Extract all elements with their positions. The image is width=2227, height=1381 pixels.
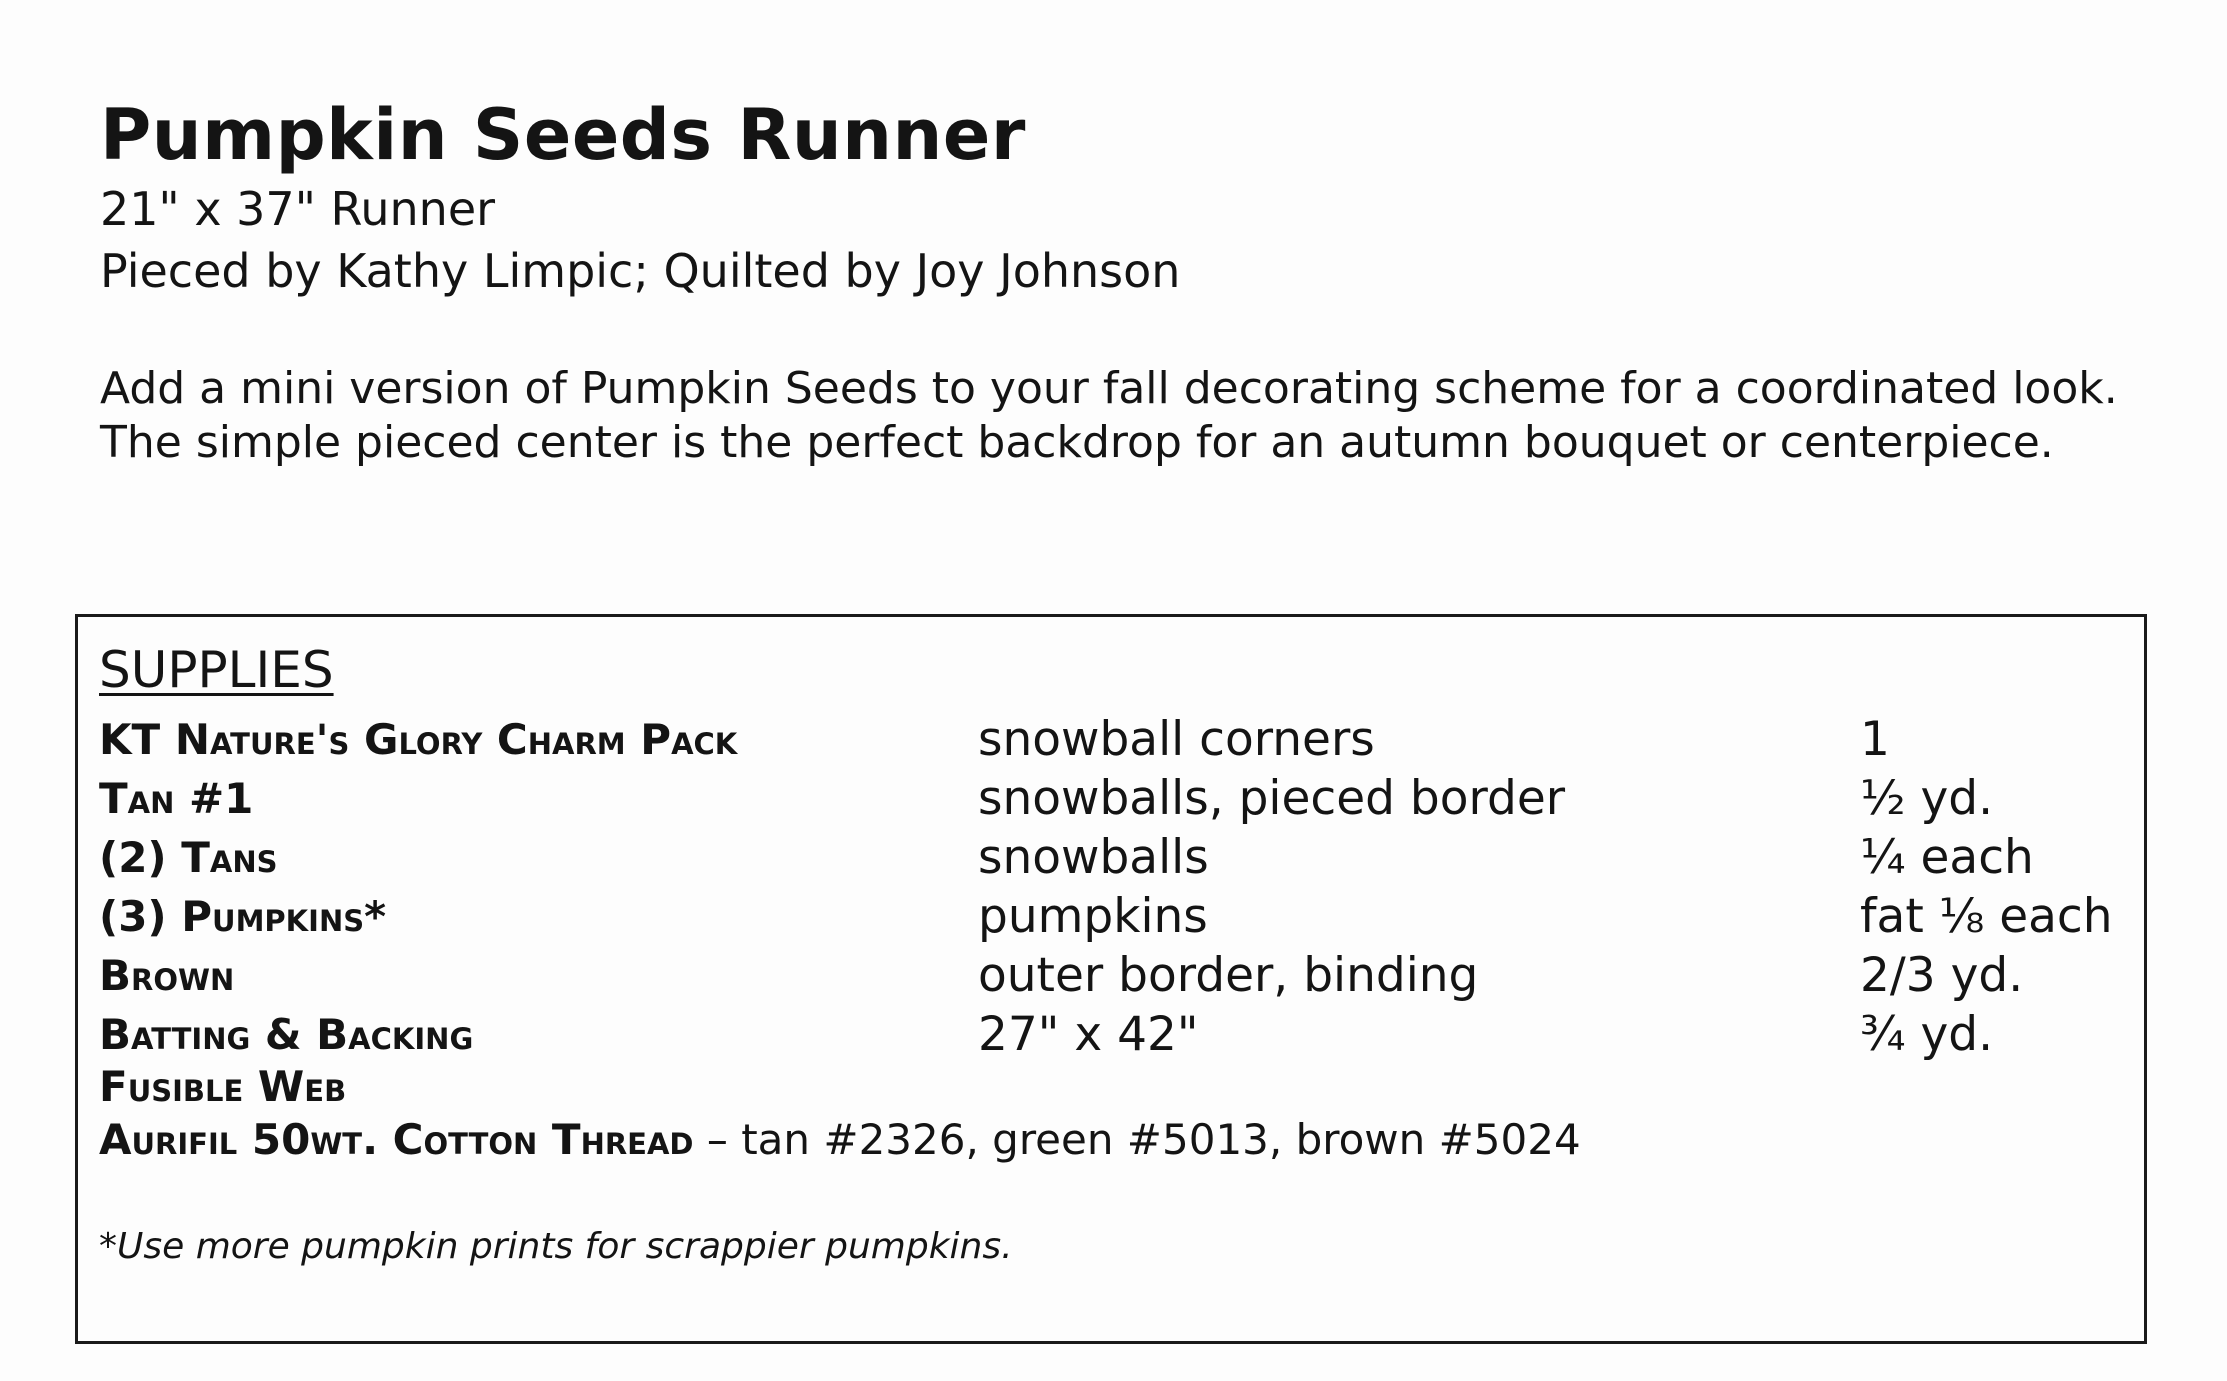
thread-name: Aurifil 50wt. Cotton Thread	[99, 1115, 694, 1164]
supply-row	[78, 888, 2144, 946]
supply-item: Fusible Web	[99, 1062, 347, 1111]
supply-amount: ¾ yd.	[1860, 1007, 1994, 1062]
supply-row	[78, 1006, 2144, 1064]
supply-item: Tan #1	[99, 774, 254, 823]
credits: Pieced by Kathy Limpic; Quilted by Joy Johnson	[100, 244, 1181, 298]
thread-colors: – tan #2326, green #5013, brown #5024	[693, 1115, 1581, 1164]
supply-row	[78, 770, 2144, 828]
supply-amount: 2/3 yd.	[1860, 948, 2024, 1003]
description-paragraph: Add a mini version of Pumpkin Seeds to your fall decorating scheme for a coordinated look. The simple pieced center is the perfect backdrop for an autumn bouquet or centerpiece.	[100, 363, 2118, 468]
supply-row	[78, 829, 2144, 887]
supply-row	[78, 947, 2144, 1005]
supply-use: pumpkins	[978, 889, 1208, 944]
supply-item: Brown	[99, 951, 235, 1000]
supply-amount: ¼ each	[1860, 830, 2034, 885]
page-title: Pumpkin Seeds Runner	[100, 94, 1026, 176]
supply-amount: ½ yd.	[1860, 771, 1994, 826]
supply-amount: fat ⅛ each	[1860, 889, 2113, 944]
supply-item: Batting & Backing	[99, 1010, 474, 1059]
supply-row	[78, 711, 2144, 769]
supply-item: KT Nature's Glory Charm Pack	[99, 715, 738, 764]
runner-size: 21" x 37" Runner	[100, 182, 496, 236]
supply-use: snowballs, pieced border	[978, 771, 1566, 826]
supply-amount: 1	[1860, 712, 1890, 767]
supplies-box	[75, 614, 2147, 1344]
supplies-heading: SUPPLIES	[99, 641, 334, 699]
supply-use: snowballs	[978, 830, 1209, 885]
footnote: *Use more pumpkin prints for scrappier pumpkins.	[99, 1226, 1013, 1267]
supply-row	[78, 1058, 2144, 1116]
supply-item: (2) Tans	[99, 833, 278, 882]
supply-use: outer border, binding	[978, 948, 1479, 1003]
supply-use: 27" x 42"	[978, 1007, 1199, 1062]
supply-use: snowball corners	[978, 712, 1375, 767]
thread-row	[99, 1111, 1581, 1178]
supply-item: (3) Pumpkins*	[99, 892, 387, 941]
